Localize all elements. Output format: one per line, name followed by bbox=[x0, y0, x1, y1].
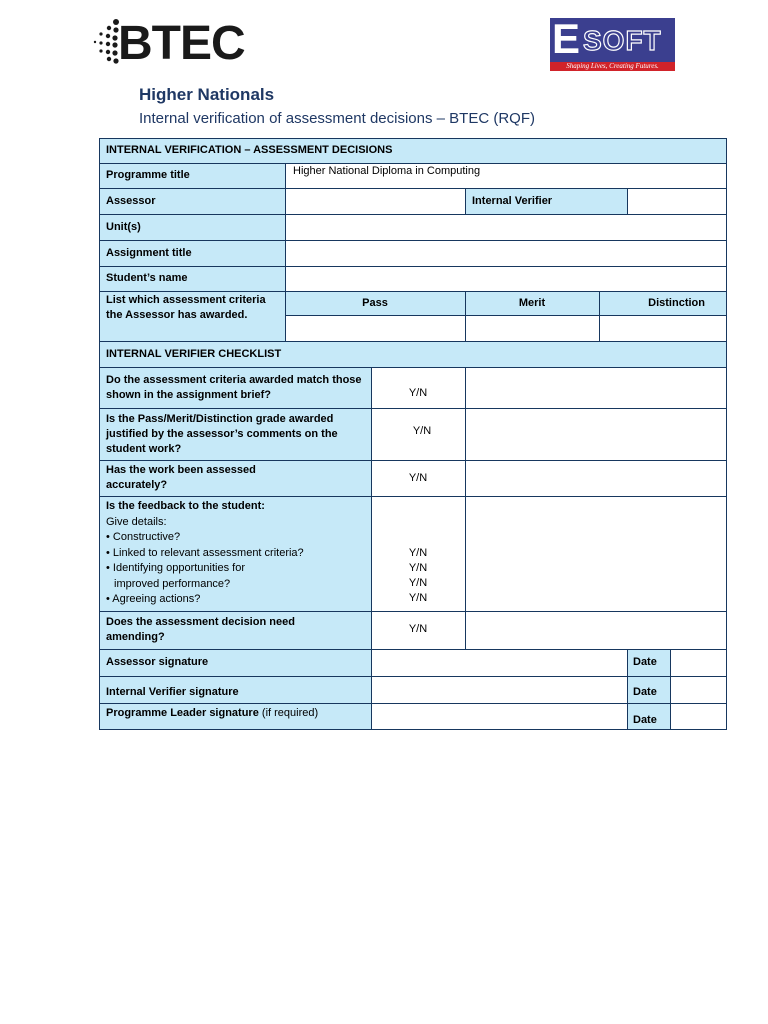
question-decision-amending: Does the assessment decision need amending? bbox=[99, 611, 371, 649]
yn-agreeing[interactable]: Y/N bbox=[408, 592, 428, 604]
grid-hline bbox=[99, 367, 727, 368]
question-assessed-accurately: Has the work been assessed accurately? bbox=[99, 460, 371, 496]
feedback-give-details: Give details: bbox=[106, 515, 167, 528]
grid-hline bbox=[99, 460, 727, 461]
feedback-item-constructive: • Constructive? bbox=[106, 531, 181, 543]
grid-vline bbox=[371, 367, 372, 649]
grid-hline bbox=[99, 341, 727, 342]
pass-field[interactable] bbox=[285, 315, 465, 341]
iv-signature-field[interactable] bbox=[371, 676, 627, 703]
yn-constructive[interactable]: Y/N bbox=[408, 547, 428, 559]
comment-assessed-accurately[interactable] bbox=[465, 460, 726, 496]
feedback-item-linked: • Linked to relevant assessment criteria? bbox=[106, 546, 304, 559]
section-title: INTERNAL VERIFICATION – ASSESSMENT DECISIONS bbox=[99, 138, 726, 163]
assessor-signature-field[interactable] bbox=[371, 649, 627, 676]
btec-wordmark: BTEC bbox=[118, 17, 245, 70]
feedback-item-improved: improved performance? bbox=[114, 577, 231, 590]
assessor-field[interactable] bbox=[285, 188, 465, 214]
esoft-tagline: Shaping Lives, Creating Futures. bbox=[566, 62, 659, 70]
esoft-logo-soft: SOFT bbox=[583, 25, 662, 56]
programme-title-label: Programme title bbox=[99, 163, 285, 188]
grid-hline bbox=[99, 408, 727, 409]
grid-hline bbox=[99, 611, 727, 612]
yn-grade-justified[interactable]: Y/N bbox=[412, 425, 432, 437]
grid-vline bbox=[627, 188, 628, 214]
pass-header: Pass bbox=[285, 291, 465, 315]
grid-vline bbox=[465, 188, 466, 214]
student-name-label: Student’s name bbox=[99, 266, 285, 291]
feedback-item-agreeing: • Agreeing actions? bbox=[106, 593, 201, 605]
yn-linked[interactable]: Y/N bbox=[408, 562, 428, 574]
feedback-title: Is the feedback to the student: bbox=[106, 500, 265, 512]
grid-vline bbox=[371, 649, 372, 729]
merit-field[interactable] bbox=[465, 315, 599, 341]
student-name-field[interactable] bbox=[285, 266, 726, 291]
distinction-field[interactable] bbox=[599, 315, 726, 341]
page-subtitle: Internal verification of assessment decisions – BTEC (RQF) bbox=[139, 110, 535, 127]
grid-hline bbox=[99, 729, 727, 730]
grid-hline bbox=[99, 163, 727, 164]
comment-feedback[interactable] bbox=[465, 496, 726, 611]
internal-verifier-label: Internal Verifier bbox=[465, 188, 627, 214]
pl-date-field[interactable] bbox=[670, 703, 726, 729]
units-label: Unit(s) bbox=[99, 214, 285, 240]
pl-signature-note: (if required) bbox=[261, 707, 319, 719]
yn-criteria-match[interactable]: Y/N bbox=[408, 387, 428, 399]
grid-vline bbox=[465, 367, 466, 649]
yn-decision-amending[interactable]: Y/N bbox=[408, 623, 428, 635]
btec-logo bbox=[92, 18, 252, 70]
grid-hline bbox=[99, 676, 727, 677]
esoft-logo bbox=[550, 15, 675, 71]
pl-signature-field[interactable] bbox=[371, 703, 627, 729]
grid-hline bbox=[99, 214, 727, 215]
grid-hline bbox=[99, 188, 727, 189]
esoft-logo-e: E bbox=[552, 15, 581, 62]
grid-vline bbox=[670, 649, 671, 729]
programme-title-field[interactable]: Higher National Diploma in Computing bbox=[293, 165, 481, 177]
merit-header: Merit bbox=[465, 291, 599, 315]
assessor-date-label: Date bbox=[627, 649, 670, 676]
grid-hline bbox=[285, 315, 727, 316]
distinction-header: Distinction bbox=[599, 291, 726, 315]
grid-vline bbox=[627, 649, 628, 729]
criteria-label: List which assessment criteria the Assessor has awarded. bbox=[99, 291, 285, 341]
comment-criteria-match[interactable] bbox=[465, 367, 726, 408]
grid-vline bbox=[599, 291, 600, 341]
pl-date-label: Date bbox=[627, 703, 670, 729]
grid-vline bbox=[465, 291, 466, 341]
yn-identifying[interactable]: Y/N bbox=[408, 577, 428, 589]
iv-signature-label: Internal Verifier signature bbox=[99, 676, 371, 703]
pl-signature-label-text: Programme Leader signature bbox=[106, 707, 259, 719]
yn-assessed-accurately[interactable]: Y/N bbox=[408, 472, 428, 484]
grid-vline bbox=[726, 138, 727, 729]
grid-vline bbox=[285, 163, 286, 341]
iv-date-field[interactable] bbox=[670, 676, 726, 703]
assignment-title-label: Assignment title bbox=[99, 240, 285, 266]
iv-date-label: Date bbox=[627, 676, 670, 703]
checklist-title: INTERNAL VERIFIER CHECKLIST bbox=[99, 341, 726, 367]
grid-hline bbox=[99, 703, 727, 704]
grid-hline bbox=[99, 266, 727, 267]
grid-hline bbox=[99, 291, 727, 292]
comment-grade-justified[interactable] bbox=[465, 408, 726, 460]
grid-hline bbox=[99, 496, 727, 497]
question-criteria-match: Do the assessment criteria awarded match those shown in the assignment brief? bbox=[99, 367, 371, 408]
grid-vline bbox=[99, 138, 100, 729]
assessor-label: Assessor bbox=[99, 188, 285, 214]
units-field[interactable] bbox=[285, 214, 726, 240]
question-grade-justified: Is the Pass/Merit/Distinction grade awarded justified by the assessor’s comments on the student work? bbox=[99, 408, 371, 460]
comment-decision-amending[interactable] bbox=[465, 611, 726, 649]
assignment-title-field[interactable] bbox=[285, 240, 726, 266]
feedback-item-identifying: • Identifying opportunities for bbox=[106, 562, 245, 574]
internal-verifier-field[interactable] bbox=[627, 188, 726, 214]
grid-hline bbox=[99, 138, 727, 139]
grid-hline bbox=[99, 240, 727, 241]
grid-hline bbox=[99, 649, 727, 650]
assessor-signature-label: Assessor signature bbox=[99, 649, 371, 676]
assessor-date-field[interactable] bbox=[670, 649, 726, 676]
page-title: Higher Nationals bbox=[139, 85, 275, 104]
question-feedback bbox=[99, 496, 371, 611]
btec-dots-icon bbox=[92, 18, 120, 68]
pl-signature-label bbox=[99, 703, 371, 729]
